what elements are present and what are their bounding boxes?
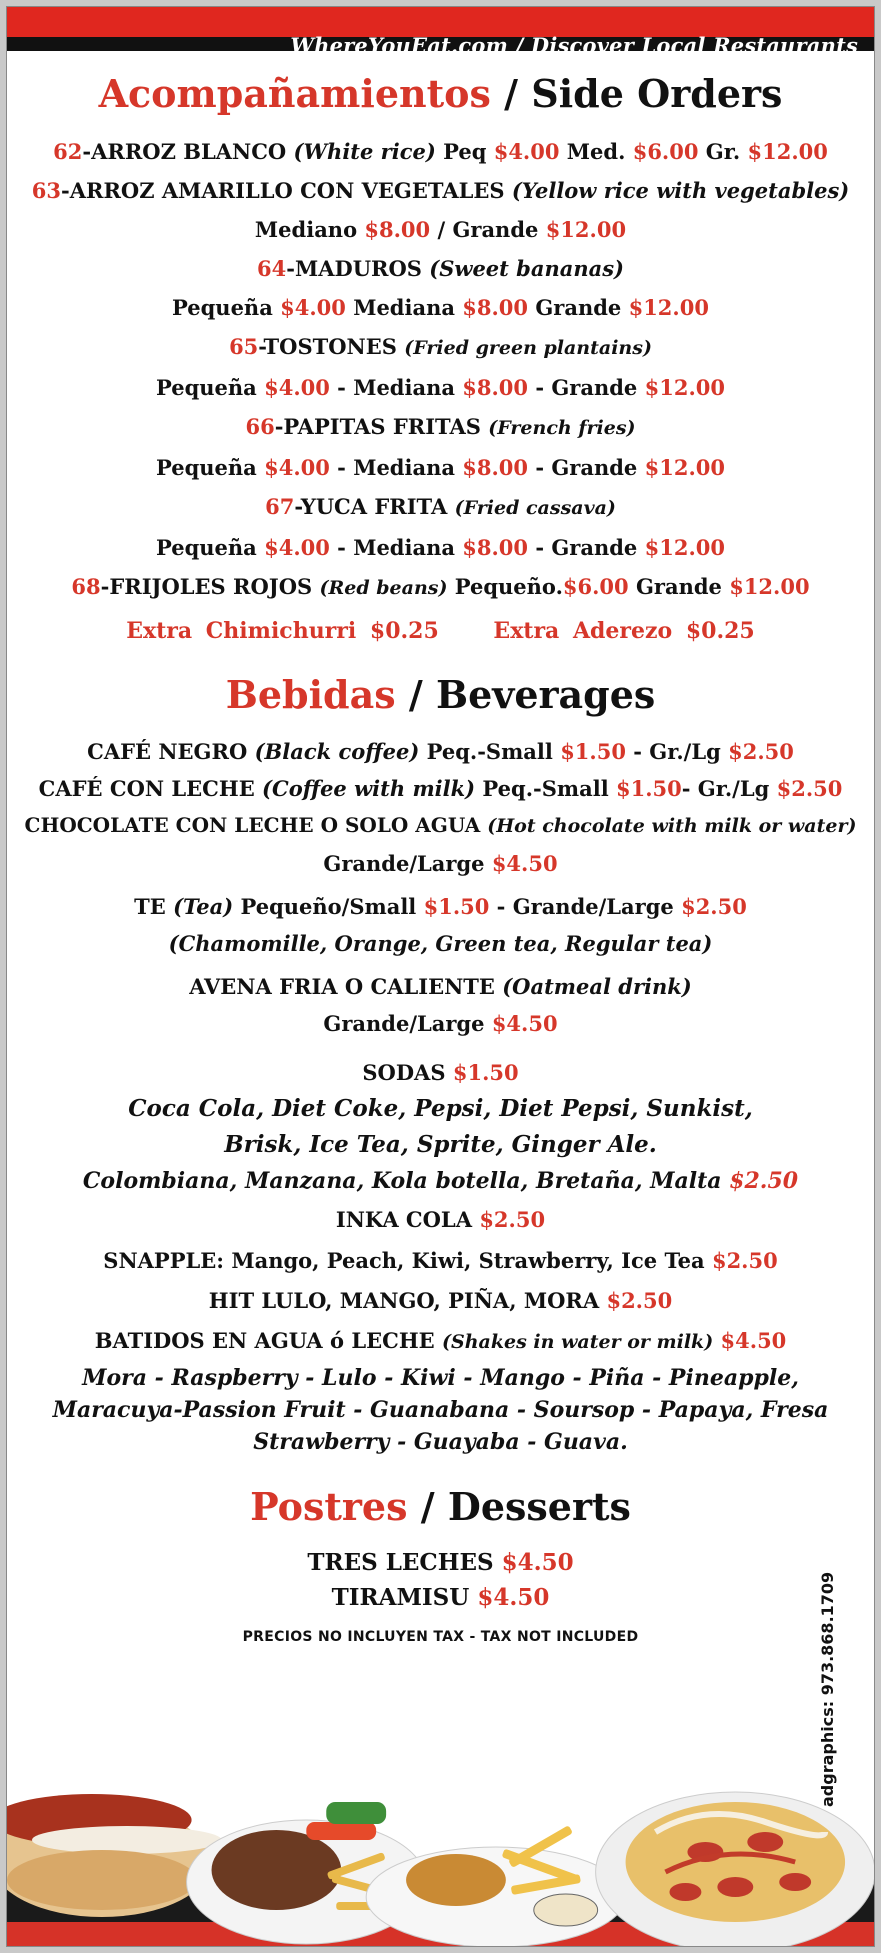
dessert-tiramisu [7, 1580, 874, 1615]
size-label: - Grande [528, 455, 645, 480]
price: $4.00 [264, 455, 330, 480]
sodas-list-1: Coca Cola, Diet Coke, Pepsi, Diet Pepsi, Sunkist, [128, 1095, 753, 1122]
price: $4.50 [491, 1011, 558, 1036]
menu-page [6, 6, 875, 1947]
size-label: - Mediana [329, 535, 463, 560]
item-name: SNAPPLE: Mango, Peach, Kiwi, Strawberry, Ice Tea [103, 1248, 712, 1273]
bev-avena-price [7, 1005, 874, 1042]
price: $4.50 [713, 1328, 787, 1353]
item-number: 68 [71, 574, 101, 599]
title-es: Acompañamientos [98, 71, 491, 116]
bev-hit [7, 1281, 874, 1321]
item-desc: (French fries) [488, 417, 636, 439]
size-label: Peq.-Small [419, 739, 561, 764]
spacer [7, 654, 874, 668]
menu-item-63 [7, 171, 874, 210]
title-en: Desserts [447, 1484, 631, 1529]
section-title-desserts [7, 1484, 874, 1529]
item-number: 66 [245, 414, 275, 439]
size-label: Med. [559, 139, 633, 164]
title-en: Beverages [435, 672, 656, 717]
price: $4.50 [477, 1584, 550, 1611]
price: $6.00 [562, 574, 629, 599]
title-en: Side Orders [531, 71, 783, 116]
item-name: -MADUROS [286, 256, 430, 281]
item-name: -YUCA FRITA [294, 494, 455, 519]
item-number: 62 [53, 139, 83, 164]
price: $8.00 [364, 217, 431, 242]
size-label: Pequeño/Small [233, 894, 424, 919]
section-title-sides [7, 71, 874, 116]
size-label: Grande [528, 295, 629, 320]
section-title-beverages [7, 672, 874, 717]
size-label: Mediana [345, 295, 463, 320]
price: $12.00 [644, 375, 725, 400]
title-sep: / [408, 672, 423, 717]
dessert-tres-leches [7, 1545, 874, 1580]
price: $6.00 [632, 139, 699, 164]
price: $4.00 [264, 375, 330, 400]
menu-item-66-prices [7, 448, 874, 487]
size-label: - Grande [528, 375, 645, 400]
price: $2.50 [711, 1248, 778, 1273]
price: $12.00 [747, 139, 828, 164]
size-label: Pequeña [156, 455, 265, 480]
bev-cafe-con-leche [7, 770, 874, 807]
price: $12.00 [729, 574, 810, 599]
item-name: BATIDOS EN AGUA ó LECHE [94, 1328, 443, 1353]
price: $2.50 [681, 894, 747, 919]
price: $2.50 [729, 1168, 799, 1194]
price: $8.00 [462, 455, 529, 480]
item-desc: (Hot chocolate with milk or water) [487, 815, 857, 837]
size-label: - Grande [528, 535, 645, 560]
item-name: Colombiana, Manzana, Kola botella, Bretaña, Malta [82, 1168, 730, 1194]
size-label: - Grande/Large [489, 894, 682, 919]
size-label: Pequeña [156, 375, 265, 400]
item-name: HIT LULO, MANGO, PIÑA, MORA [208, 1288, 607, 1313]
menu-item-63-prices [7, 210, 874, 249]
salchipapa-plate-image [596, 1792, 874, 1947]
item-desc: (Tea) [173, 894, 234, 919]
title-sep: / [420, 1484, 435, 1529]
item-desc: (Fried green plantains) [404, 337, 652, 359]
fruits-list-1: Mora - Raspberry - Lulo - Kiwi - Mango - Piña - Pineapple, [82, 1365, 799, 1391]
item-name: -TOSTONES [258, 334, 405, 359]
size-label: - Gr./Lg [625, 739, 729, 764]
price: $12.00 [644, 455, 725, 480]
item-desc: (Fried cassava) [454, 497, 616, 519]
item-name: INKA COLA [335, 1207, 480, 1232]
item-number: 67 [265, 494, 295, 519]
menu-item-62 [7, 132, 874, 171]
size-label: / Grande [430, 217, 546, 242]
size-label: Grande/Large [323, 851, 492, 876]
price: $1.50 [423, 894, 490, 919]
spacer [7, 1042, 874, 1054]
size-label: - Mediana [329, 455, 463, 480]
bev-inka [7, 1199, 874, 1241]
item-name: CAFÉ NEGRO [87, 739, 255, 764]
menu-item-65 [7, 327, 874, 368]
price: $1.50 [560, 739, 626, 764]
extras-line [7, 608, 874, 654]
price: $4.50 [491, 851, 558, 876]
bev-cafe-negro [7, 733, 874, 770]
item-desc: (Sweet bananas) [429, 256, 624, 281]
bev-chocolate [7, 807, 874, 845]
item-name: CHOCOLATE CON LECHE O SOLO AGUA [24, 813, 488, 837]
title-sep: / [504, 71, 519, 116]
title-es: Postres [250, 1484, 408, 1529]
item-name: -PAPITAS FRITAS [274, 414, 489, 439]
tax-note: PRECIOS NO INCLUYEN TAX - TAX NOT INCLUDED [242, 1629, 639, 1645]
extra-chimichurri: Extra Chimichurri $0.25 [126, 618, 439, 644]
item-name: -FRIJOLES ROJOS [100, 574, 320, 599]
item-name: TE [134, 894, 174, 919]
item-name: AVENA FRIA O CALIENTE [189, 974, 503, 999]
price: $4.00 [280, 295, 346, 320]
price: $4.00 [264, 535, 330, 560]
item-desc: (Red beans) [319, 577, 448, 599]
fruits-list-2: Maracuya-Passion Fruit - Guanabana - Soursop - Papaya, Fresa [52, 1397, 829, 1423]
size-label: Grande [628, 574, 730, 599]
bev-batidos [7, 1321, 874, 1362]
item-name: -ARROZ AMARILLO CON VEGETALES [61, 178, 512, 203]
title-es: Bebidas [225, 672, 396, 717]
menu-item-66 [7, 407, 874, 448]
item-desc: (Coffee with milk) [262, 776, 476, 801]
menu-item-64-prices [7, 288, 874, 327]
menu-item-64 [7, 249, 874, 288]
size-label: Peq [435, 139, 494, 164]
item-name: TIRAMISU [331, 1584, 478, 1611]
item-desc: (White rice) [293, 139, 436, 164]
credit-text: adgraphics: 973.868.1709 [818, 1571, 837, 1807]
menu-item-67-prices [7, 528, 874, 567]
extra-aderezo: Extra Aderezo $0.25 [493, 618, 755, 644]
chicken-fries-plate-image [366, 1825, 625, 1947]
size-label: Pequeña [172, 295, 281, 320]
size-label: Grande/Large [323, 1011, 492, 1036]
bev-te-flavors: (Chamomille, Orange, Green tea, Regular tea) [168, 931, 713, 956]
price: $12.00 [644, 535, 725, 560]
item-number: 63 [31, 178, 61, 203]
item-desc: (Black coffee) [254, 739, 420, 764]
spacer [7, 1458, 874, 1480]
item-number: 64 [257, 256, 287, 281]
sodas-list-3 [7, 1163, 874, 1199]
price: $2.50 [606, 1288, 673, 1313]
size-label: Gr. [698, 139, 748, 164]
price: $4.50 [501, 1549, 574, 1576]
item-name: CAFÉ CON LECHE [38, 776, 263, 801]
price: $2.50 [728, 739, 794, 764]
size-label: - Gr./Lg [681, 776, 777, 801]
price: $1.50 [452, 1060, 519, 1085]
menu-item-67 [7, 487, 874, 528]
item-desc: (Shakes in water or milk) [442, 1331, 714, 1353]
size-label: Peq.-Small [475, 776, 616, 801]
item-desc: (Yellow rice with vegetables) [511, 178, 850, 203]
size-label: Mediano [254, 217, 365, 242]
menu-content [7, 67, 874, 1645]
sodas-list-2: Brisk, Ice Tea, Sprite, Ginger Ale. [224, 1131, 657, 1158]
bev-sodas [7, 1054, 874, 1091]
menu-item-68 [7, 567, 874, 608]
price: $2.50 [776, 776, 843, 801]
size-label: Pequeño. [447, 574, 563, 599]
item-name: SODAS [362, 1060, 453, 1085]
size-label: Pequeña [156, 535, 265, 560]
item-name: -ARROZ BLANCO [82, 139, 294, 164]
bev-te [7, 888, 874, 925]
item-number: 65 [229, 334, 259, 359]
bev-chocolate-price [7, 845, 874, 882]
price: $8.00 [462, 295, 529, 320]
watermark: WhereYouEat.com / Discover Local Restaurants [290, 33, 858, 58]
price: $12.00 [545, 217, 627, 242]
item-desc: (Oatmeal drink) [502, 974, 692, 999]
fruits-list-3: Strawberry - Guayaba - Guava. [253, 1429, 628, 1455]
bev-avena [7, 968, 874, 1005]
bev-snapple [7, 1241, 874, 1281]
price: $8.00 [462, 375, 529, 400]
size-label: - Mediana [329, 375, 463, 400]
food-photo-strip [7, 1762, 874, 1947]
price: $1.50 [615, 776, 682, 801]
price: $12.00 [628, 295, 709, 320]
menu-item-65-prices [7, 368, 874, 407]
price: $2.50 [479, 1207, 546, 1232]
price: $4.00 [493, 139, 560, 164]
price: $8.00 [462, 535, 529, 560]
item-name: TRES LECHES [307, 1549, 502, 1576]
